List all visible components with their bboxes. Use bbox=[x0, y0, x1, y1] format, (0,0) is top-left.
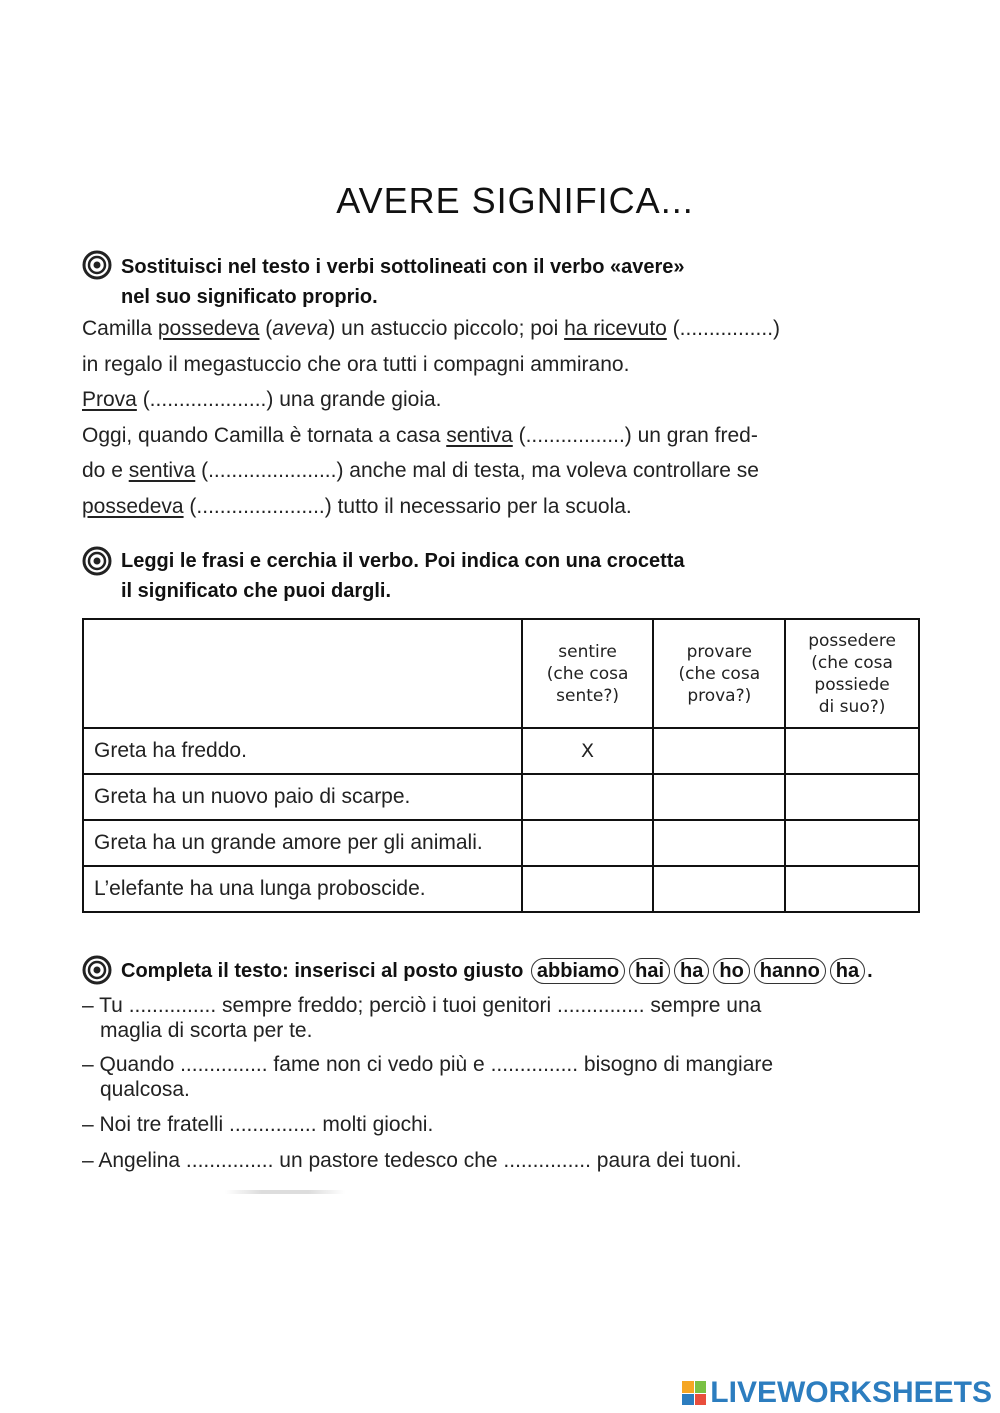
header-line: prova?) bbox=[687, 685, 752, 706]
paragraph-text: (......................) anche mal di testa, ma voleva controllare se bbox=[195, 459, 759, 482]
list-item bbox=[82, 993, 922, 1043]
list-item-line: – Tu ............... sempre freddo; perciò i tuoi genitori ............... sempre una bbox=[82, 994, 762, 1017]
table-row bbox=[83, 820, 919, 866]
exercise2-instruction bbox=[121, 546, 685, 606]
header-line: (che cosa bbox=[678, 663, 761, 684]
list-item-continuation: qualcosa. bbox=[100, 1078, 190, 1101]
paragraph-text: in regalo il megastuccio che ora tutti i compagni ammirano. bbox=[82, 352, 630, 376]
underlined-verb: possedeva bbox=[157, 317, 260, 340]
list-item bbox=[82, 1112, 922, 1137]
decorative-stroke bbox=[225, 1190, 345, 1194]
answer-cell[interactable] bbox=[785, 866, 919, 912]
exercise1-instruction-line1: Sostituisci nel testo i verbi sottolineati con il verbo «avere» bbox=[121, 256, 685, 278]
table-header-empty bbox=[83, 619, 522, 728]
list-item-continuation: maglia di scorta per te. bbox=[100, 1019, 313, 1042]
exercise1-text bbox=[82, 311, 780, 524]
sentence-cell: Greta ha freddo. bbox=[83, 728, 522, 774]
paragraph-line bbox=[82, 382, 780, 418]
underlined-verb: ha ricevuto bbox=[564, 317, 667, 340]
table-row bbox=[83, 866, 919, 912]
header-line: provare bbox=[686, 641, 752, 662]
paragraph-text: Camilla bbox=[82, 317, 158, 340]
sentence-cell: L’elefante ha una lunga proboscide. bbox=[83, 866, 522, 912]
header-line: (che cosa bbox=[546, 663, 629, 684]
answer-cell[interactable]: X bbox=[522, 728, 654, 774]
brand-name: LIVEWORKSHEETS bbox=[710, 1376, 992, 1409]
table-row bbox=[83, 774, 919, 820]
instruction-period: . bbox=[867, 960, 873, 982]
header-line: sentire bbox=[558, 641, 617, 662]
underlined-verb: sentiva bbox=[446, 423, 513, 447]
paragraph-text: do e bbox=[82, 459, 129, 482]
paragraph-line bbox=[82, 347, 780, 383]
paragraph-text: (.................) un gran fred- bbox=[512, 423, 758, 447]
word-options bbox=[529, 960, 867, 982]
answer-cell[interactable] bbox=[653, 728, 785, 774]
paragraph-text: ) un astuccio piccolo; poi bbox=[328, 317, 565, 340]
spiral-icon bbox=[82, 546, 112, 576]
paragraph-line bbox=[82, 453, 780, 489]
paragraph-text: ( bbox=[259, 317, 273, 340]
header-sentire bbox=[522, 619, 654, 728]
answer-cell[interactable] bbox=[522, 774, 654, 820]
list-item bbox=[82, 1148, 922, 1173]
header-line: di suo?) bbox=[818, 696, 886, 717]
answer-cell[interactable] bbox=[785, 820, 919, 866]
exercise1-instruction bbox=[121, 252, 685, 312]
word-chip: hai bbox=[629, 958, 670, 984]
paragraph-line bbox=[82, 311, 780, 347]
sentence-cell: Greta ha un grande amore per gli animali. bbox=[83, 820, 522, 866]
paragraph-line bbox=[82, 489, 780, 525]
exercise1-instruction-line2: nel suo significato proprio. bbox=[121, 286, 378, 308]
footer-brand bbox=[682, 1376, 992, 1410]
exercise3-instruction-text: Completa il testo: inserisci al posto giusto bbox=[121, 960, 524, 982]
page-title: AVERE SIGNIFICA... bbox=[336, 180, 694, 221]
word-chip: ho bbox=[713, 958, 749, 984]
word-chip: hanno bbox=[754, 958, 826, 984]
list-item-line: – Angelina ............... un pastore tedesco che ............... paura dei tuoni. bbox=[82, 1149, 742, 1172]
underlined-verb: possedeva bbox=[82, 494, 184, 518]
example-answer: aveva bbox=[272, 317, 329, 340]
answer-cell[interactable] bbox=[653, 866, 785, 912]
table-row bbox=[83, 728, 919, 774]
spiral-icon bbox=[82, 955, 112, 985]
exercise3-instruction bbox=[121, 956, 873, 986]
word-chip: ha bbox=[830, 958, 865, 984]
paragraph-line bbox=[82, 418, 780, 454]
answer-cell[interactable] bbox=[785, 728, 919, 774]
list-item-line: – Noi tre fratelli ............... molti giochi. bbox=[82, 1113, 434, 1136]
header-line: sente?) bbox=[556, 685, 619, 706]
exercise2-instruction-line1: Leggi le frasi e cerchia il verbo. Poi indica con una crocetta bbox=[121, 550, 685, 572]
meaning-table bbox=[82, 618, 920, 913]
answer-cell[interactable] bbox=[522, 820, 654, 866]
sentence-cell: Greta ha un nuovo paio di scarpe. bbox=[83, 774, 522, 820]
header-possedere bbox=[785, 619, 919, 728]
answer-cell[interactable] bbox=[653, 774, 785, 820]
header-line: possedere bbox=[808, 630, 896, 651]
table-header-row bbox=[83, 619, 919, 728]
brand-logo-icon bbox=[682, 1381, 706, 1405]
spiral-icon bbox=[82, 250, 112, 280]
answer-cell[interactable] bbox=[653, 820, 785, 866]
paragraph-text: (......................) tutto il necessario per la scuola. bbox=[183, 494, 632, 518]
header-line: possiede bbox=[814, 674, 890, 695]
exercise2-instruction-line2: il significato che puoi dargli. bbox=[121, 580, 392, 602]
list-item-line: – Quando ............... fame non ci vedo più e ............... bisogno di mangiare bbox=[82, 1053, 774, 1076]
header-provare bbox=[653, 619, 785, 728]
answer-cell[interactable] bbox=[522, 866, 654, 912]
header-line: (che cosa bbox=[811, 652, 893, 673]
list-item bbox=[82, 1052, 922, 1102]
paragraph-text: Oggi, quando Camilla è tornata a casa bbox=[82, 423, 447, 447]
word-chip: abbiamo bbox=[531, 958, 625, 984]
paragraph-text: (....................) una grande gioia. bbox=[136, 388, 442, 411]
paragraph-text: (................) bbox=[666, 317, 781, 340]
underlined-verb: Prova bbox=[82, 388, 137, 411]
word-chip: ha bbox=[674, 958, 709, 984]
underlined-verb: sentiva bbox=[128, 459, 196, 482]
answer-cell[interactable] bbox=[785, 774, 919, 820]
